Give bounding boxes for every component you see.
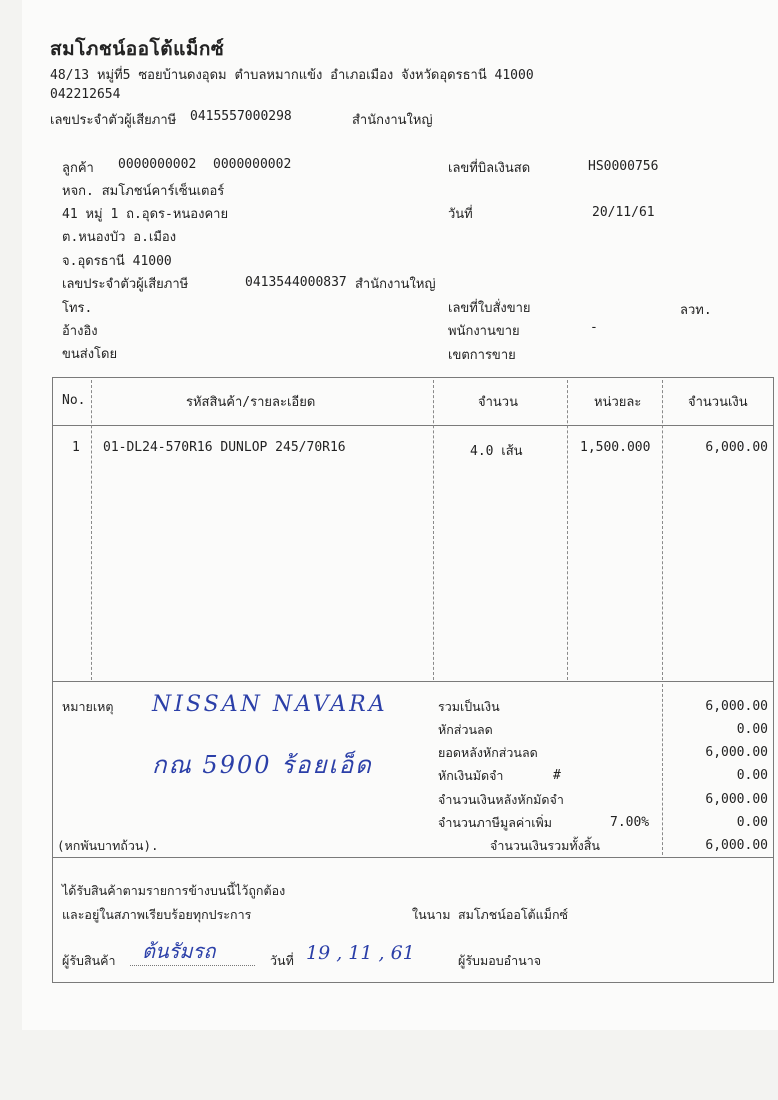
- row-unit-price: 1,500.000: [580, 440, 651, 455]
- deposit-label: หักเงินมัดจำ: [438, 768, 504, 783]
- sales-label: พนักงานขาย: [448, 324, 520, 339]
- after-discount-label: ยอดหลังหักส่วนลด: [438, 745, 538, 760]
- grand-total-value: 6,000.00: [705, 838, 768, 853]
- header-description: รหัสสินค้า/รายละเอียด: [186, 395, 316, 410]
- customer-name: หจก. สมโภชน์คาร์เซ็นเตอร์: [62, 184, 225, 199]
- subtotal-label: รวมเป็นเงิน: [438, 699, 500, 714]
- handwritten-remark-2: กณ 5900 ร้อยเอ็ด: [152, 751, 373, 779]
- receipt-line-1: ได้รับสินค้าตามรายการข้างบนนี้ไว้ถูกต้อง: [62, 883, 286, 898]
- company-phone: 042212654: [50, 87, 121, 102]
- customer-phone-label: โทร.: [62, 301, 93, 316]
- sales-value: -: [590, 320, 598, 335]
- remark-label: หมายเหตุ: [62, 699, 114, 714]
- po-label: เลขที่ใบสั่งขาย: [448, 301, 531, 316]
- company-tax-id-label: เลขประจำตัวผู้เสียภาษี: [50, 113, 177, 128]
- bill-date: 20/11/61: [592, 205, 655, 220]
- subtotal-value: 6,000.00: [705, 699, 768, 714]
- company-branch: สำนักงานใหญ่: [352, 113, 433, 128]
- deposit-marker: #: [553, 768, 561, 783]
- customer-ship-label: ขนส่งโดย: [62, 347, 118, 362]
- area-label: เขตการขาย: [448, 348, 516, 363]
- header-amount: จำนวนเงิน: [688, 395, 748, 410]
- grand-total-label: จำนวนเงินรวมทั้งสิ้น: [490, 838, 600, 853]
- vat-value: 0.00: [736, 815, 768, 830]
- receiver-signature: ต้นรัมรถ: [142, 939, 216, 963]
- customer-label: ลูกค้า: [62, 161, 94, 176]
- customer-address-3: จ.อุดรธานี 41000: [62, 254, 172, 269]
- after-deposit-label: จำนวนเงินหลังหักมัดจำ: [438, 792, 564, 807]
- bill-no-label: เลขที่บิลเงินสด: [448, 161, 531, 176]
- vat-rate: 7.00%: [610, 815, 650, 830]
- amount-in-words: (หกพันบาทถ้วน).: [57, 838, 159, 853]
- bill-date-label: วันที่: [448, 207, 473, 222]
- company-address: 48/13 หมู่ที่5 ซอยบ้านดงอุดม ตำบลหมากแข้ง อำเภอเมือง จังหวัดอุดรธานี 41000: [50, 68, 534, 83]
- header-qty: จำนวน: [478, 395, 518, 410]
- after-discount-value: 6,000.00: [705, 745, 768, 760]
- customer-ref-label: อ้างอิง: [62, 324, 98, 339]
- vat-label: จำนวนภาษีมูลค่าเพิ่ม: [438, 815, 552, 830]
- header-unit-price: หน่วยละ: [594, 395, 642, 410]
- deposit-value: 0.00: [736, 768, 768, 783]
- row-qty: 4.0 เส้น: [470, 444, 523, 459]
- customer-address-1: 41 หมู่ 1 ถ.อุดร-หนองคาย: [62, 207, 229, 222]
- bill-no: HS0000756: [588, 159, 659, 174]
- handwritten-remark-1: NISSAN NAVARA: [152, 692, 388, 717]
- discount-value: 0.00: [736, 722, 768, 737]
- company-name: สมโภชน์ออโต้แม็กซ์: [50, 38, 225, 60]
- row-no: 1: [72, 440, 80, 455]
- after-deposit-value: 6,000.00: [705, 792, 768, 807]
- company-tax-id: 0415557000298: [190, 109, 292, 124]
- receipt-line-2: และอยู่ในสภาพเรียบร้อยทุกประการ: [62, 907, 252, 922]
- customer-address-2: ต.หนองบัว อ.เมือง: [62, 230, 177, 245]
- row-amount: 6,000.00: [705, 440, 768, 455]
- receiver-label: ผู้รับสินค้า: [62, 953, 116, 968]
- customer-code-1: 0000000002: [118, 157, 197, 172]
- po-value: ลวท.: [680, 303, 712, 318]
- customer-branch: สำนักงานใหญ่: [355, 277, 436, 292]
- row-description: 01-DL24-570R16 DUNLOP 245/70R16: [103, 440, 346, 455]
- customer-code-2: 0000000002: [213, 157, 292, 172]
- customer-tax-id-label: เลขประจำตัวผู้เสียภาษี: [62, 277, 189, 292]
- receiver-signature-line: [130, 965, 255, 966]
- authorized-label: ผู้รับมอบอำนาจ: [458, 953, 542, 968]
- customer-tax-id: 0413544000837: [245, 275, 347, 290]
- receive-date-label: วันที่: [270, 953, 294, 968]
- discount-label: หักส่วนลด: [438, 722, 493, 737]
- receive-date-handwritten: 19 , 11 , 61: [306, 942, 415, 964]
- header-no: No.: [62, 393, 86, 408]
- invoice-paper: [22, 0, 778, 1030]
- on-behalf-label: ในนาม สมโภชน์ออโต้แม็กซ์: [412, 907, 569, 922]
